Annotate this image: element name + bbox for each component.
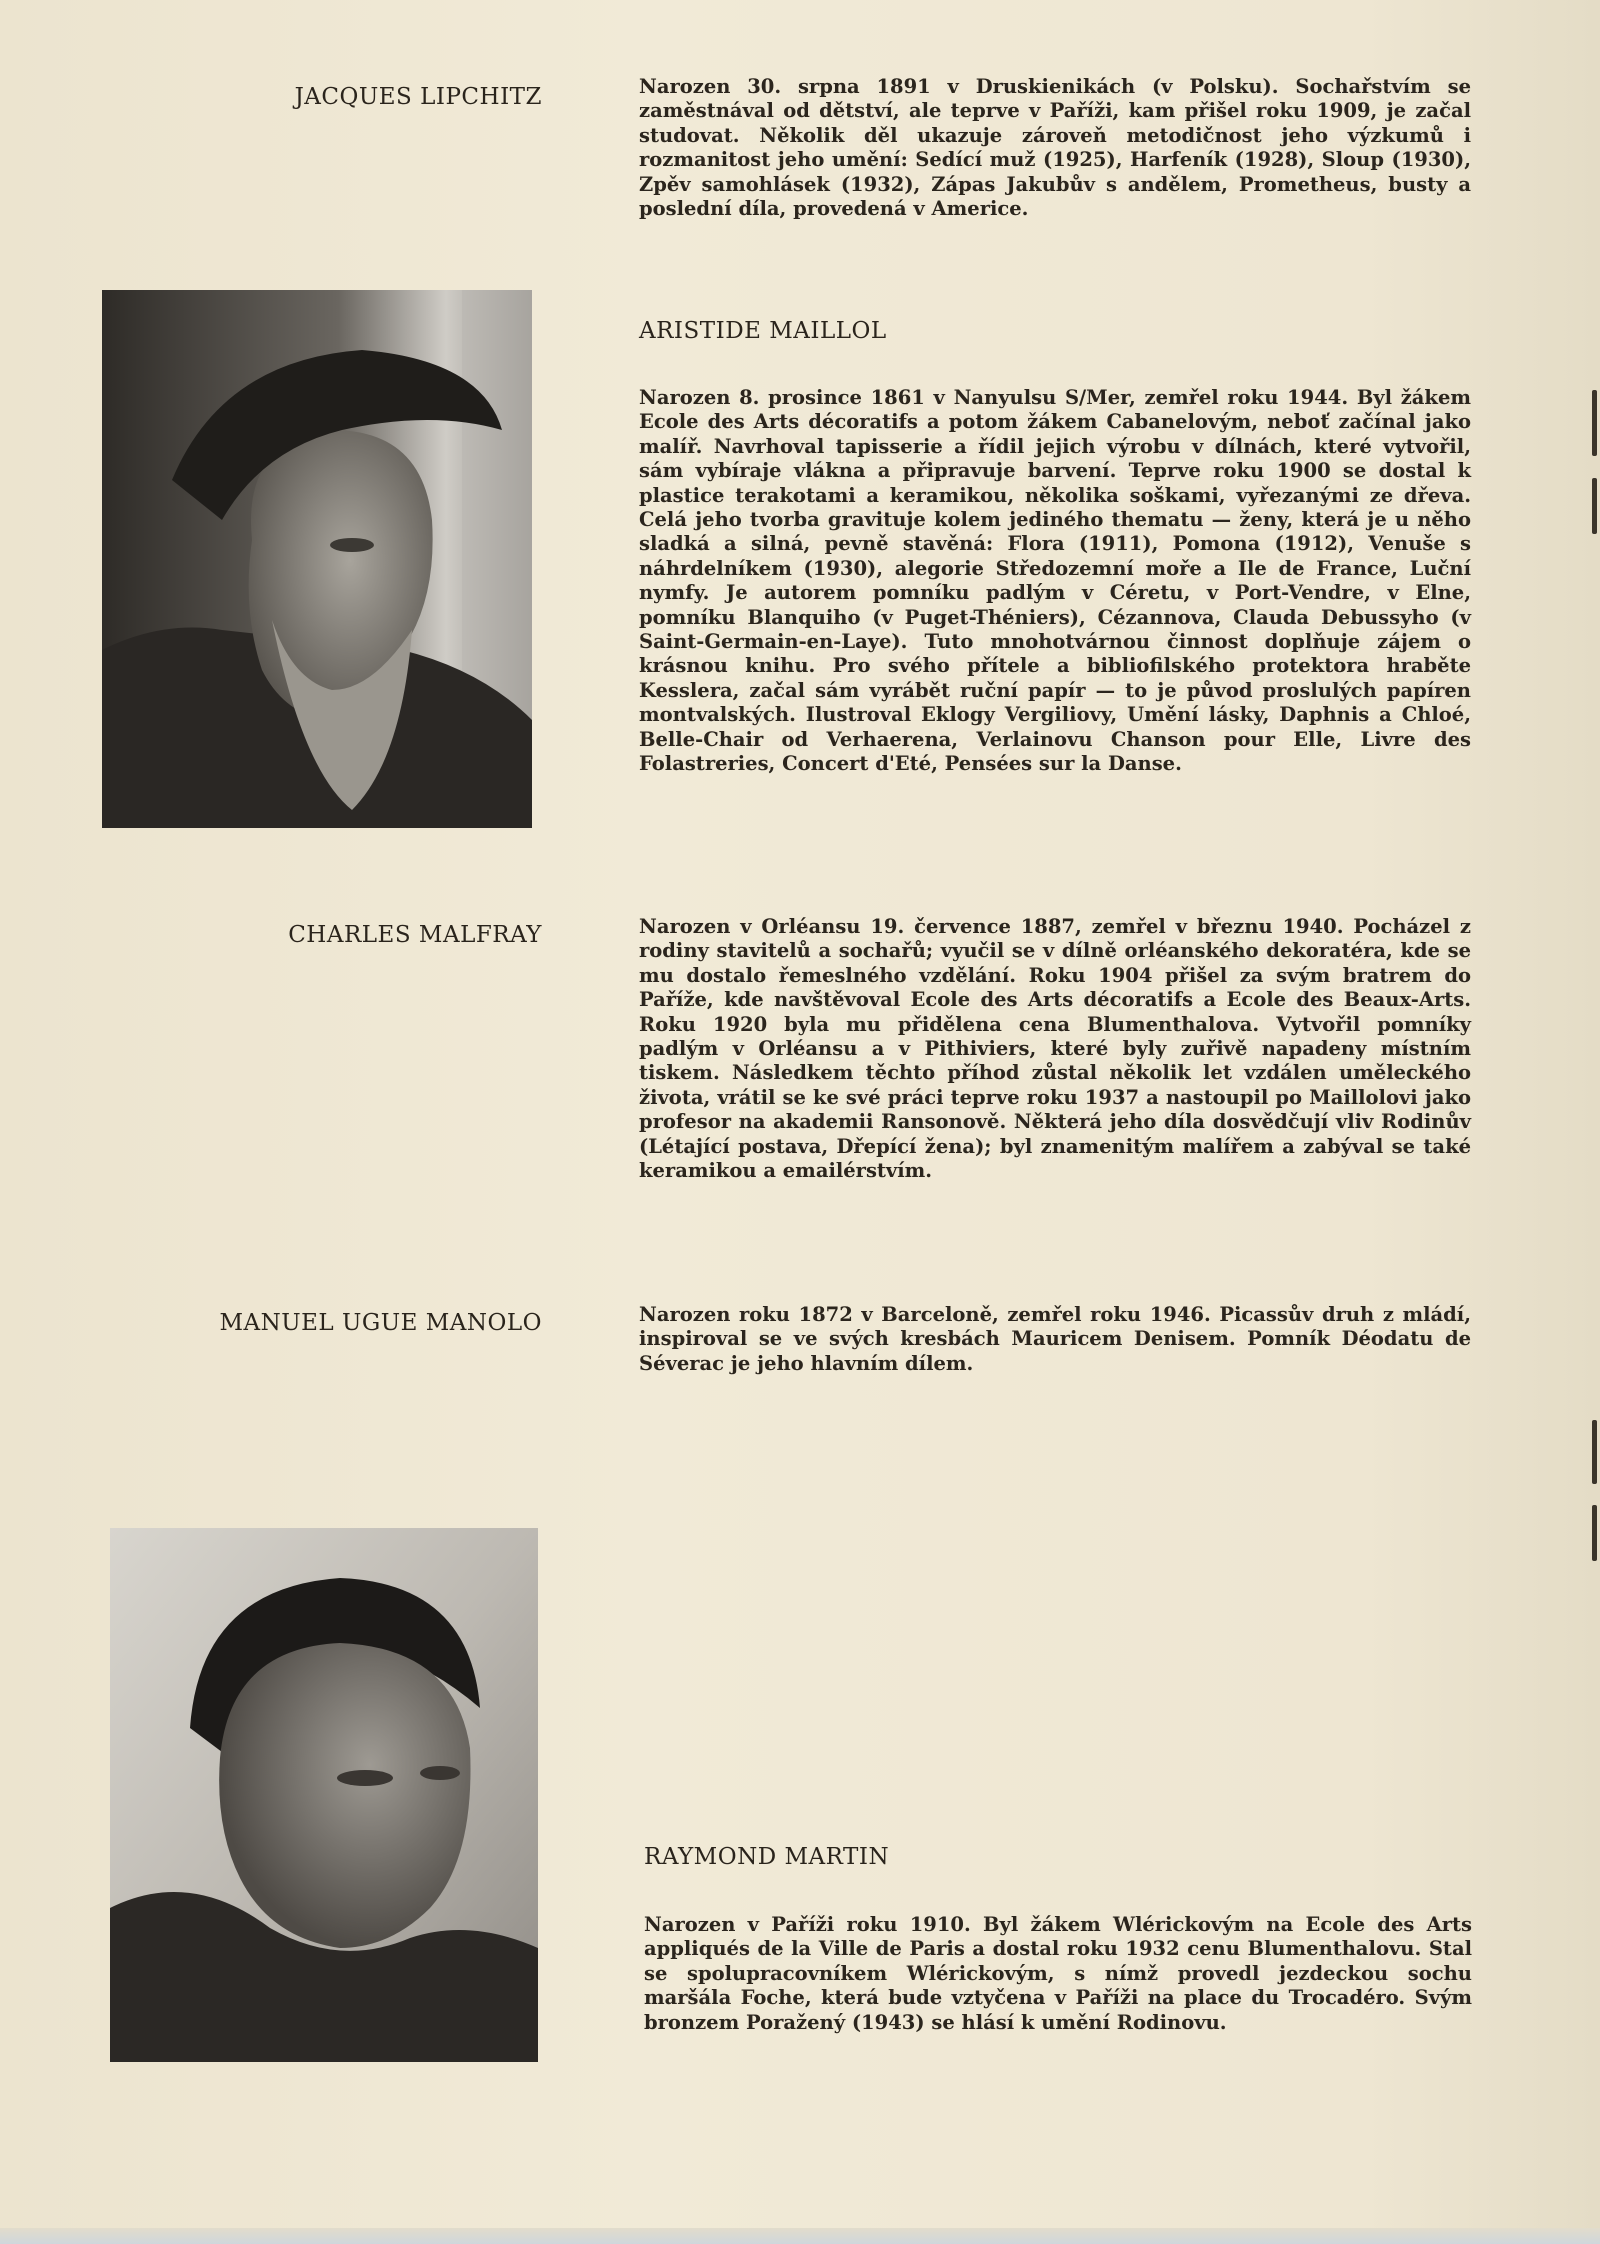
margin-mark — [1592, 1505, 1597, 1561]
margin-mark — [1592, 478, 1597, 534]
artist-name-manolo: MANUEL UGUE MANOLO — [219, 1310, 542, 1336]
artist-bio-manolo: Narozen roku 1872 v Barceloně, zemřel roku 1946. Picassův druh z mládí, inspiroval se ve svých kresbách Mauricem Denisem. Pomník Déodatu de Séverac je jeho hlavním dílem. — [639, 1303, 1471, 1375]
artist-bio-martin: Narozen v Paříži roku 1910. Byl žákem Wlérickovým na Ecole des Arts appliqués de la Ville de Paris a dostal roku 1932 cenu Blumenthalovu. Stal se spolupracovníkem Wlérickovým, s nímž provedl jezdeckou sochu maršála Foche, která bude vztyčena v Paříži na place du Trocadéro. Svým bronzem Poražený (1943) se hlásí k umění Rodinovu. — [644, 1913, 1472, 2034]
artist-name-martin: RAYMOND MARTIN — [644, 1844, 890, 1870]
artist-bio-malfray: Narozen v Orléansu 19. července 1887, zemřel v březnu 1940. Pocházel z rodiny stavitelů a sochařů; vyučil se v dílně orléanského dekoratéra, kde se mu dostalo řemeslného vzdělání. Roku 1904 přišel za svým bratrem do Paříže, kde navštěvoval Ecole des Arts décoratifs a Ecole des Beaux-Arts. Roku 1920 byla mu přidělena cena Blumenthalova. Vytvořil pomníky padlým v Orléansu a v Pithiviers, které byly zuřivě napadeny místním tiskem. Následkem těchto příhod zůstal několik let vzdálen uměleckého života, vrátil se ke své práci teprve roku 1937 a nastoupil po Maillolovi jako profesor na akademii Ransonově. Některá jeho díla dosvědčují vliv Rodinův (Létající postava, Dřepící žena); byl znamenitým malířem a zabýval se také keramikou a emailérstvím. — [639, 915, 1471, 1183]
margin-mark — [1592, 390, 1597, 456]
portrait-photo-maillol — [102, 290, 532, 828]
portrait-photo-martin — [110, 1528, 538, 2062]
artist-name-lipchitz: JACQUES LIPCHITZ — [294, 84, 542, 110]
artist-name-malfray: CHARLES MALFRAY — [288, 922, 542, 948]
artist-bio-maillol: Narozen 8. prosince 1861 v Nanyulsu S/Mer, zemřel roku 1944. Byl žákem Ecole des Arts décoratifs a potom žákem Cabanelovým, neboť začínal jako malíř. Navrhoval tapisserie a řídil jejich výrobu v dílnách, které vytvořil, sám vybíraje vlákna a připravuje barvení. Teprve roku 1900 se dostal k plastice terakotami a keramikou, několika soškami, vyřezanými ze dřeva. Celá jeho tvorba gravituje kolem jediného thematu — ženy, která je u něho sladká a silná, pevně stavěná: Flora (1911), Pomona (1912), Venuše s náhrdelníkem (1930), alegorie Středozemní moře a Ile de France, Luční nymfy. Je autorem pomníku padlým v Céretu, v Port-Vendre, v Elne, pomníku Blanquiho (v Puget-Théniers), Cézannova, Clauda Debussyho (v Saint-Germain-en-Laye). Tuto mnohotvárnou činnost doplňuje zájem o krásnou knihu. Pro svého přítele a bibliofilského protektora hraběte Kesslera, začal sám vyrábět ruční papír — to je původ proslulých papíren montvalských. Ilustroval Eklogy Vergiliovy, Umění lásky, Daphnis a Chloé, Belle-Chair od Verhaerena, Verlainovu Chanson pour Elle, Livre des Folastreries, Concert d'Eté, Pensées sur la Danse. — [639, 386, 1471, 776]
artist-bio-lipchitz: Narozen 30. srpna 1891 v Druskienikách (v Polsku). Sochařstvím se zaměstnával od dětství, ale teprve v Paříži, kam přišel roku 1909, je začal studovat. Několik děl ukazuje zároveň metodičnost jeho výzkumů i rozmanitost jeho umění: Sedící muž (1925), Harfeník (1928), Sloup (1930), Zpěv samohlásek (1932), Zápas Jakubův s andělem, Prometheus, busty a poslední díla, provedená v Americe. — [639, 75, 1471, 221]
margin-mark — [1592, 1420, 1597, 1484]
artist-name-maillol: ARISTIDE MAILLOL — [639, 318, 887, 344]
page-bottom-edge — [0, 2228, 1600, 2244]
